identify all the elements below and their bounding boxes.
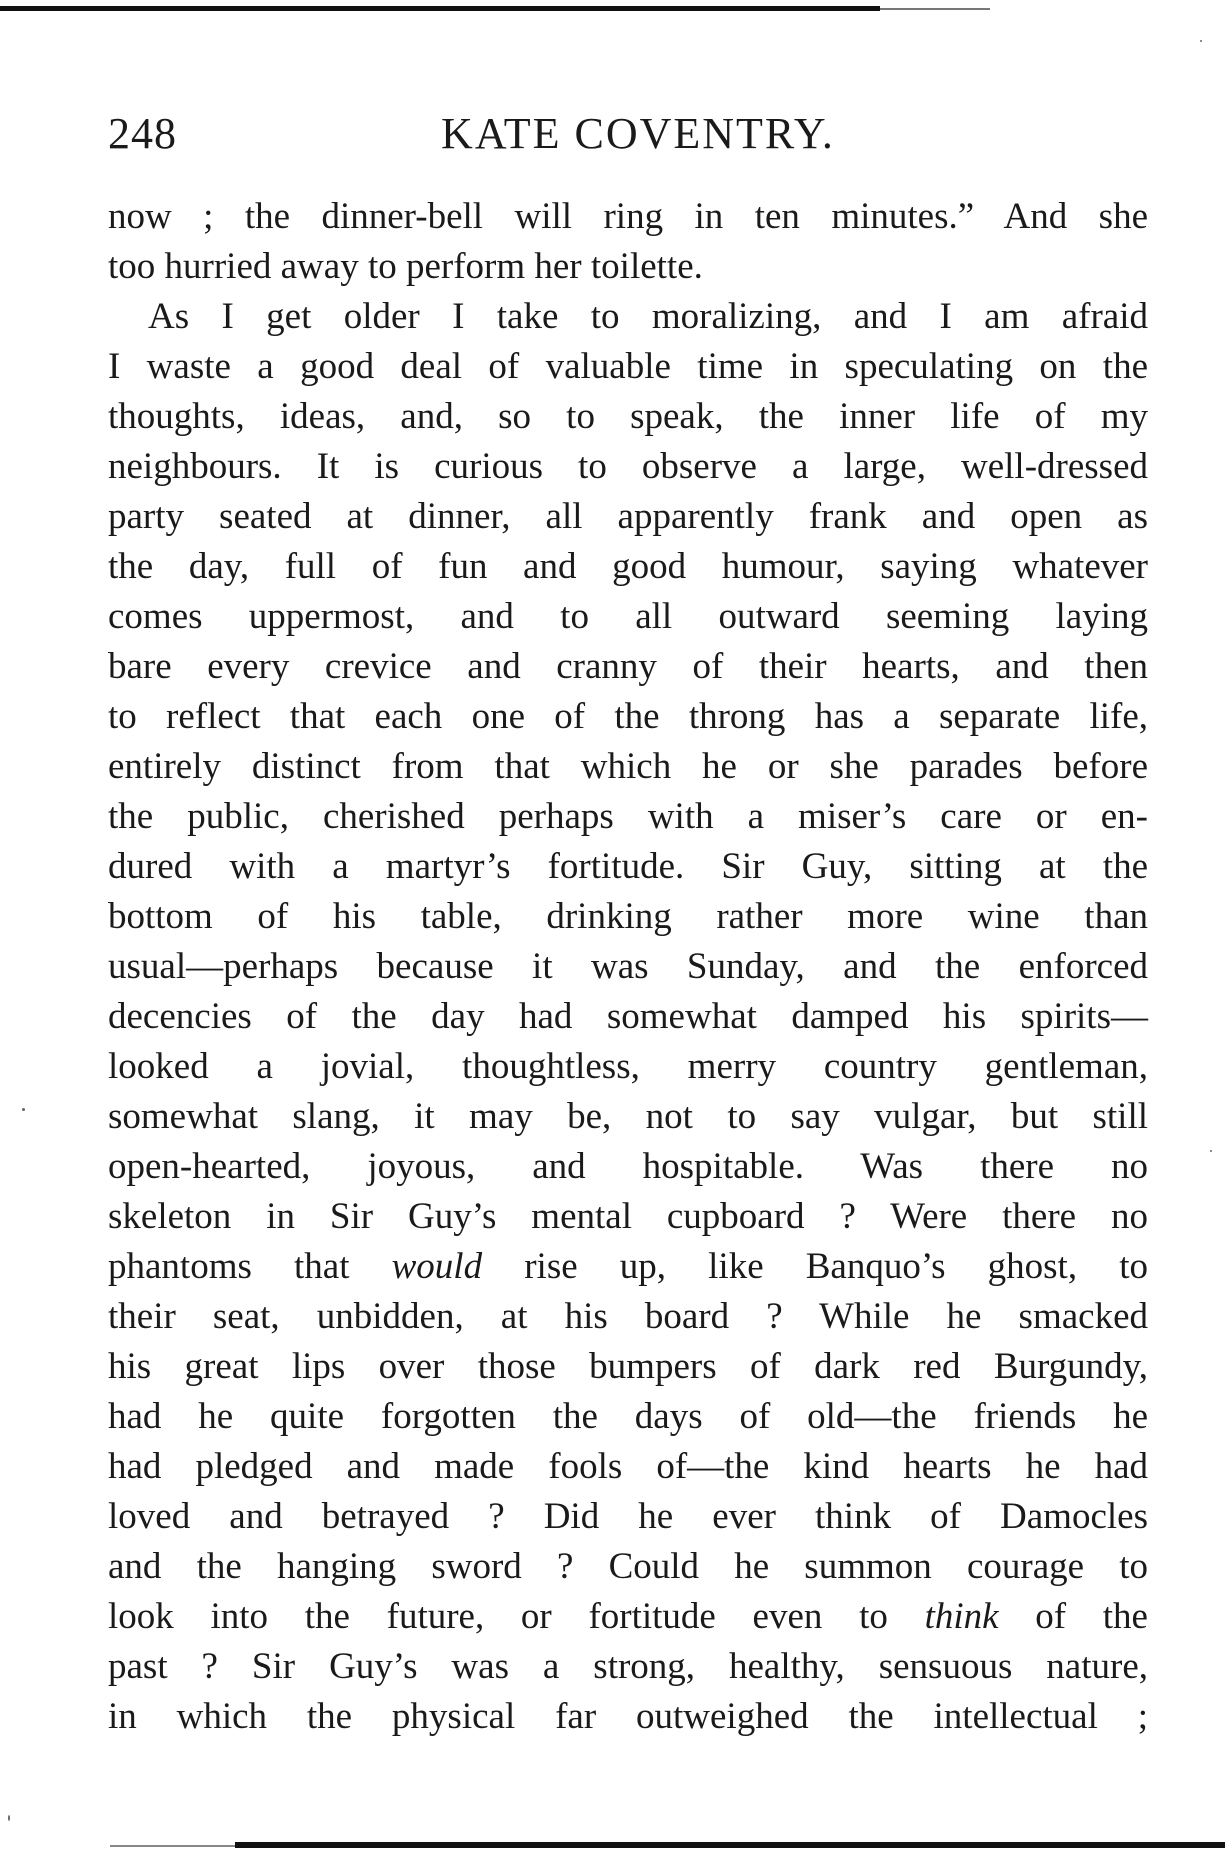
text-line: bottom of his table, drinking rather more wine than	[108, 896, 1148, 937]
text-line: dured with a martyr’s fortitude. Sir Guy, sitting at the	[108, 846, 1148, 887]
text-line: comes uppermost, and to all outward seeming laying	[108, 596, 1148, 637]
text-line: As I get older I take to moralizing, and I am afraid	[148, 296, 1148, 337]
text-line: neighbours. It is curious to observe a large, well-dressed	[108, 446, 1148, 487]
text-line: open-hearted, joyous, and hospitable. Was there no	[108, 1146, 1148, 1187]
text-line: party seated at dinner, all apparently frank and open as	[108, 496, 1148, 537]
text-line: and the hanging sword ? Could he summon courage to	[108, 1546, 1148, 1587]
text-line: had he quite forgotten the days of old—the friends he	[108, 1396, 1148, 1437]
top-rule-fade	[880, 8, 990, 10]
text-run: rise up, like Banquo’s ghost, to	[482, 1246, 1148, 1287]
text-line-with-italic	[108, 1242, 1148, 1292]
text-line: skeleton in Sir Guy’s mental cupboard ? Were there no	[108, 1196, 1148, 1237]
text-line: looked a jovial, thoughtless, merry country gentleman,	[108, 1046, 1148, 1087]
top-rule	[0, 6, 880, 11]
text-line: their seat, unbidden, at his board ? While he smacked	[108, 1296, 1148, 1337]
text-line: the public, cherished perhaps with a miser’s care or en-	[108, 796, 1148, 837]
italic-word: would	[391, 1246, 483, 1287]
paper-speck	[8, 1815, 10, 1821]
text-line: loved and betrayed ? Did he ever think of Damocles	[108, 1496, 1148, 1537]
paper-speck	[1210, 1150, 1212, 1152]
bottom-rule-fade	[110, 1845, 235, 1847]
text-line: to reflect that each one of the throng has a separate life,	[108, 696, 1148, 737]
italic-word: think	[924, 1596, 999, 1637]
paper-speck	[1200, 40, 1202, 42]
text-line: I waste a good deal of valuable time in speculating on the	[108, 346, 1148, 387]
page-number: 248	[108, 109, 177, 158]
body-text	[108, 192, 1148, 1742]
text-line: his great lips over those bumpers of dark red Burgundy,	[108, 1346, 1148, 1387]
text-run: of the	[998, 1596, 1148, 1637]
bottom-rule	[235, 1842, 1225, 1848]
text-line: now ; the dinner-bell will ring in ten minutes.” And she	[108, 196, 1148, 237]
text-line: entirely distinct from that which he or she parades before	[108, 746, 1148, 787]
text-line: past ? Sir Guy’s was a strong, healthy, sensuous nature,	[108, 1646, 1148, 1687]
text-line: bare every crevice and cranny of their hearts, and then	[108, 646, 1148, 687]
text-line: usual—perhaps because it was Sunday, and the enforced	[108, 946, 1148, 987]
paper-speck	[22, 1108, 25, 1111]
text-line: the day, full of fun and good humour, saying whatever	[108, 546, 1148, 587]
text-line: thoughts, ideas, and, so to speak, the inner life of my	[108, 396, 1148, 437]
text-line: had pledged and made fools of—the kind hearts he had	[108, 1446, 1148, 1487]
text-line: too hurried away to perform her toilette.	[108, 246, 703, 287]
text-line: in which the physical far outweighed the intellectual ;	[108, 1696, 1148, 1737]
text-line: somewhat slang, it may be, not to say vulgar, but still	[108, 1096, 1148, 1137]
text-line: decencies of the day had somewhat damped his spirits—	[108, 996, 1148, 1037]
page-header	[108, 108, 1148, 158]
text-run: look into the future, or fortitude even to	[108, 1596, 925, 1637]
text-run: phantoms that	[108, 1246, 392, 1287]
text-line-with-italic	[108, 1592, 1148, 1642]
running-title: KATE COVENTRY.	[441, 109, 835, 158]
